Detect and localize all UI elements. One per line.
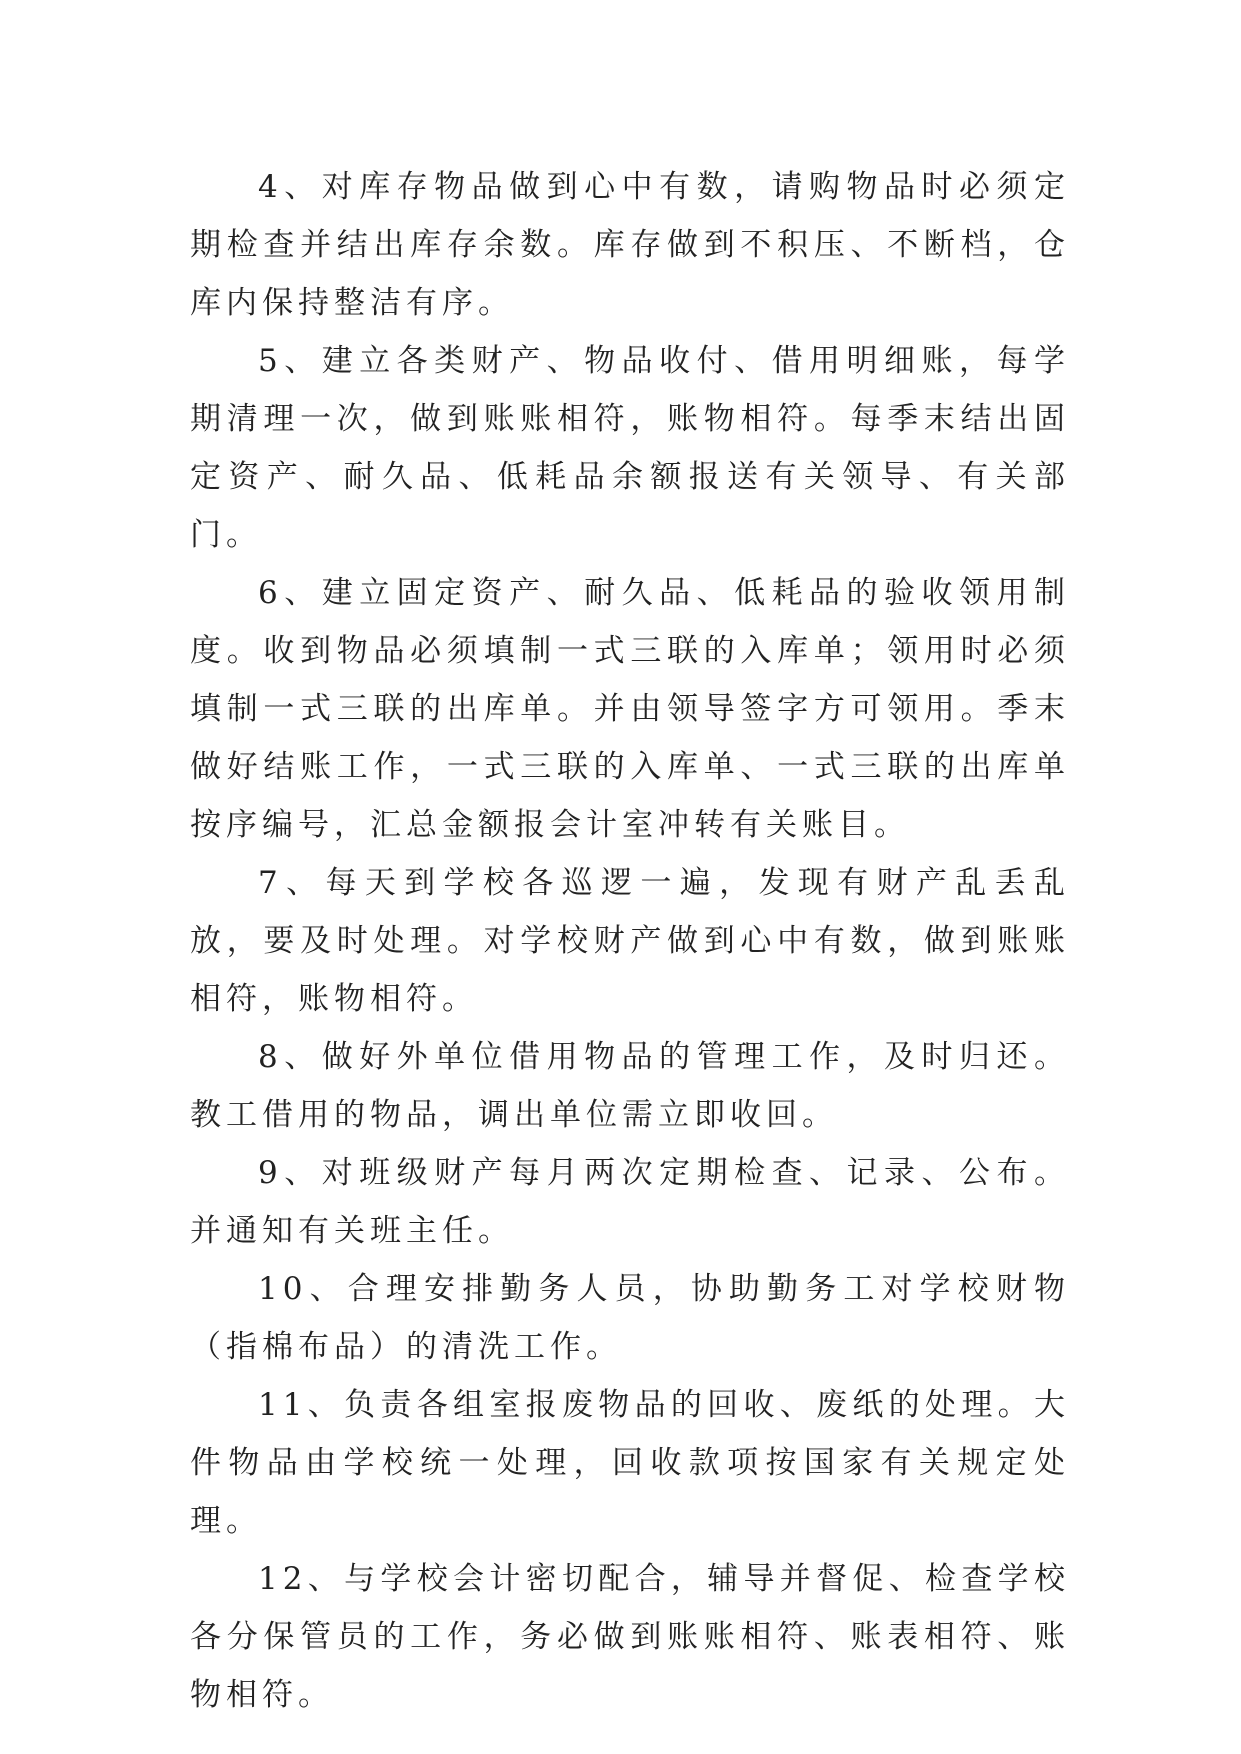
paragraph-item-11: 11、负责各组室报废物品的回收、废纸的处理。大件物品由学校统一处理，回收款项按国家有关规定处理。 xyxy=(190,1387,1070,1539)
paragraph-item-8: 8、做好外单位借用物品的管理工作，及时归还。教工借用的物品，调出单位需立即收回。 xyxy=(190,1039,1070,1133)
paragraph-item-4: 4、对库存物品做到心中有数，请购物品时必须定期检查并结出库存余数。库存做到不积压、不断档，仓库内保持整洁有序。 xyxy=(190,169,1070,321)
paragraph-item-5: 5、建立各类财产、物品收付、借用明细账，每学期清理一次，做到账账相符，账物相符。每季末结出固定资产、耐久品、低耗品余额报送有关领导、有关部门。 xyxy=(190,343,1070,553)
paragraph-item-10: 10、合理安排勤务人员，协助勤务工对学校财物（指棉布品）的清洗工作。 xyxy=(190,1271,1070,1365)
paragraph-item-9: 9、对班级财产每月两次定期检查、记录、公布。并通知有关班主任。 xyxy=(190,1155,1070,1249)
document-body xyxy=(190,158,1070,1724)
paragraph-item-6: 6、建立固定资产、耐久品、低耗品的验收领用制度。收到物品必须填制一式三联的入库单；领用时必须填制一式三联的出库单。并由领导签字方可领用。季末做好结账工作，一式三联的入库单、一式三联的出库单按序编号，汇总金额报会计室冲转有关账目。 xyxy=(190,575,1070,843)
paragraph-item-7: 7、每天到学校各巡逻一遍，发现有财产乱丢乱放，要及时处理。对学校财产做到心中有数，做到账账相符，账物相符。 xyxy=(190,865,1070,1017)
paragraph-item-12: 12、与学校会计密切配合，辅导并督促、检查学校各分保管员的工作，务必做到账账相符、账表相符、账物相符。 xyxy=(190,1561,1070,1713)
